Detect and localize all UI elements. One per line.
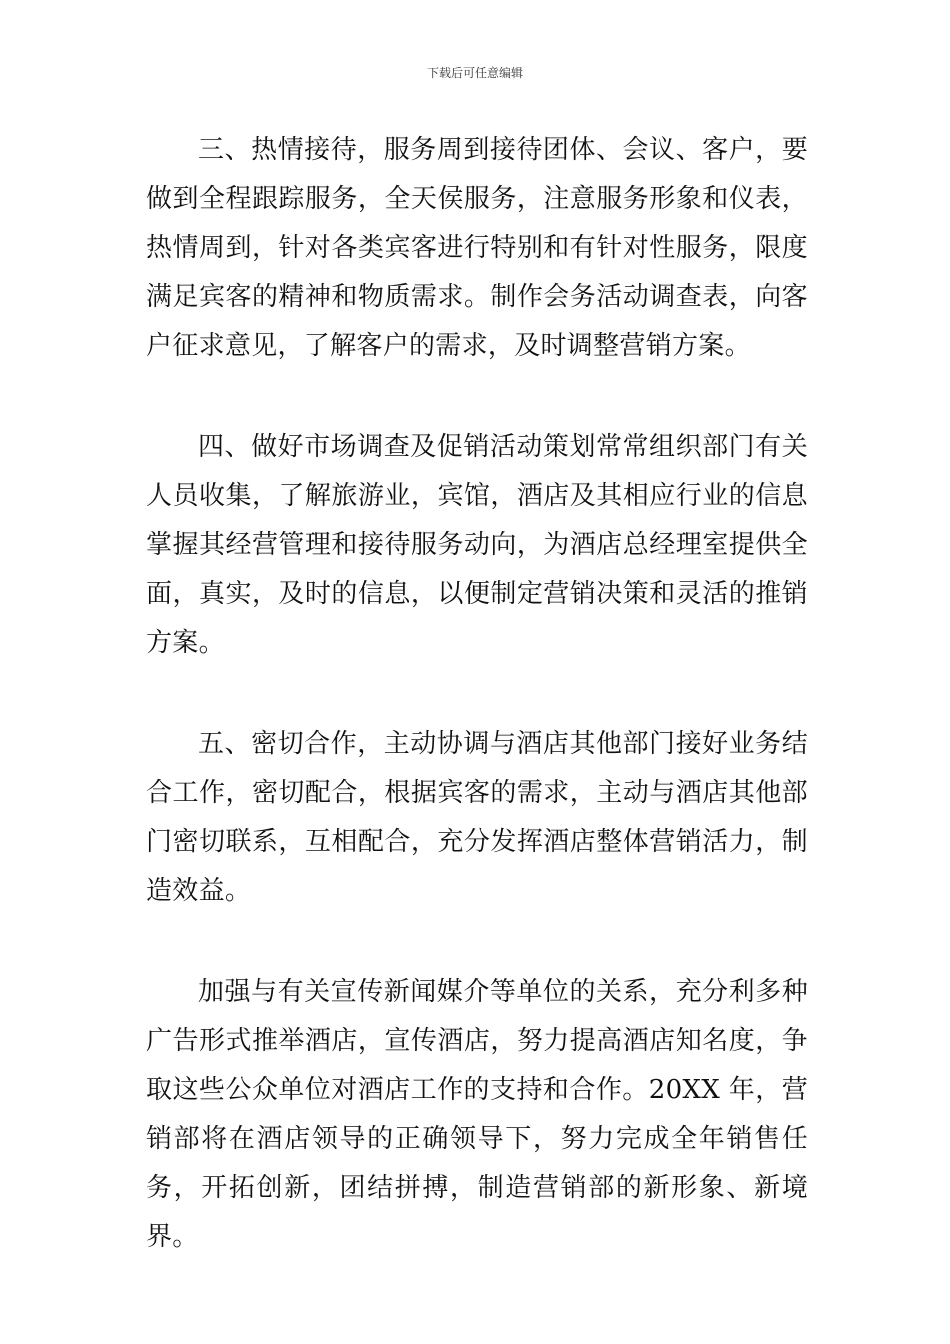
paragraph-3-reception: 三、热情接待，服务周到接待团体、会议、客户，要做到全程跟踪服务，全天侯服务，注意服务形象和仪表，热情周到，针对各类宾客进行特别和有针对性服务，限度满足宾客的精神和物质需求。制作会务活动调查表，向客户征求意见，了解客户的需求，及时调整营销方案。	[146, 135, 808, 361]
paragraph-4-market-research: 四、做好市场调查及促销活动策划常常组织部门有关人员收集，了解旅游业，宾馆，酒店及其相应行业的信息掌握其经营管理和接待服务动向，为酒店总经理室提供全面，真实，及时的信息，以便制定营销决策和灵活的推销方案。	[146, 432, 808, 658]
page-header: 下载后可任意编辑	[426, 66, 523, 80]
document-body	[146, 126, 808, 1314]
paragraph-5-cooperation: 五、密切合作，主动协调与酒店其他部门接好业务结合工作，密切配合，根据宾客的需求，主动与酒店其他部门密切联系，互相配合，充分发挥酒店整体营销活力，制造效益。	[146, 729, 808, 906]
paragraph-media-relations: 加强与有关宣传新闻媒介等单位的关系，充分利多种广告形式推举酒店，宣传酒店，努力提高酒店知名度，争取这些公众单位对酒店工作的支持和合作。20XX 年，营销部将在酒店领导的正确领导下，努力完成全年销售任务，开拓创新，团结拼搏，制造营销部的新形象、新境界。	[146, 977, 808, 1252]
